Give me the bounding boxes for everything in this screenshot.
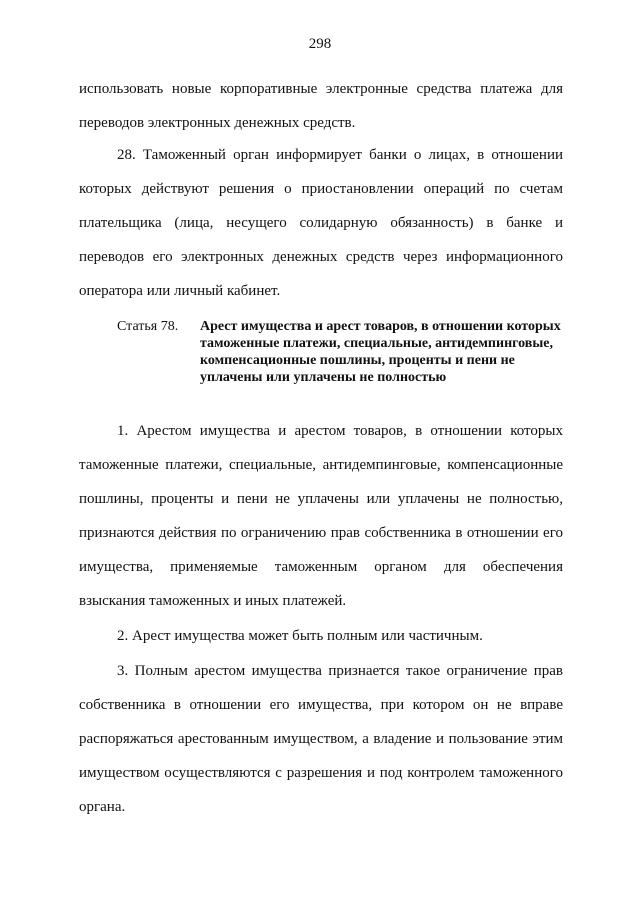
paragraph-continuation: использовать новые корпоративные электронные средства платежа для переводов электронных денежных средств. [79, 81, 563, 131]
article-paragraph-3: 3. Полным арестом имущества признается такое ограничение прав собственника в отношении его имущества, при котором он не вправе распоряжаться арестованным имуществом, а владение и пользование этим имуществом осуществляются с разрешения и под контролем таможенного органа. [79, 663, 563, 815]
article-paragraph-1: 1. Арестом имущества и арестом товаров, в отношении которых таможенные платежи, специальные, антидемпинговые, компенсационные пошлины, проценты и пени не уплачены или уплачены не полностью, признаются действия по ограничению прав собственника в отношении его имущества, применяемые таможенным органом для обеспечения взыскания таможенных и иных платежей. [79, 423, 563, 609]
paragraph-28: 28. Таможенный орган информирует банки о лицах, в отношении которых действуют решения о приостановлении операций по счетам плательщика (лица, несущего солидарную обязанность) в банке и переводов его электронных денежных средств через информационного оператора или личный кабинет. [79, 147, 563, 299]
article-title: Арест имущества и арест товаров, в отношении которых таможенные платежи, специальные, антидемпинговые, компенсационные пошлины, проценты и пени не уплачены или уплачены не полностью [200, 319, 561, 385]
page-number: 298 [308, 36, 332, 52]
article-paragraph-2: 2. Арест имущества может быть полным или частичным. [117, 628, 483, 644]
article-heading [117, 318, 563, 386]
article-label: Статья 78. [117, 319, 179, 334]
